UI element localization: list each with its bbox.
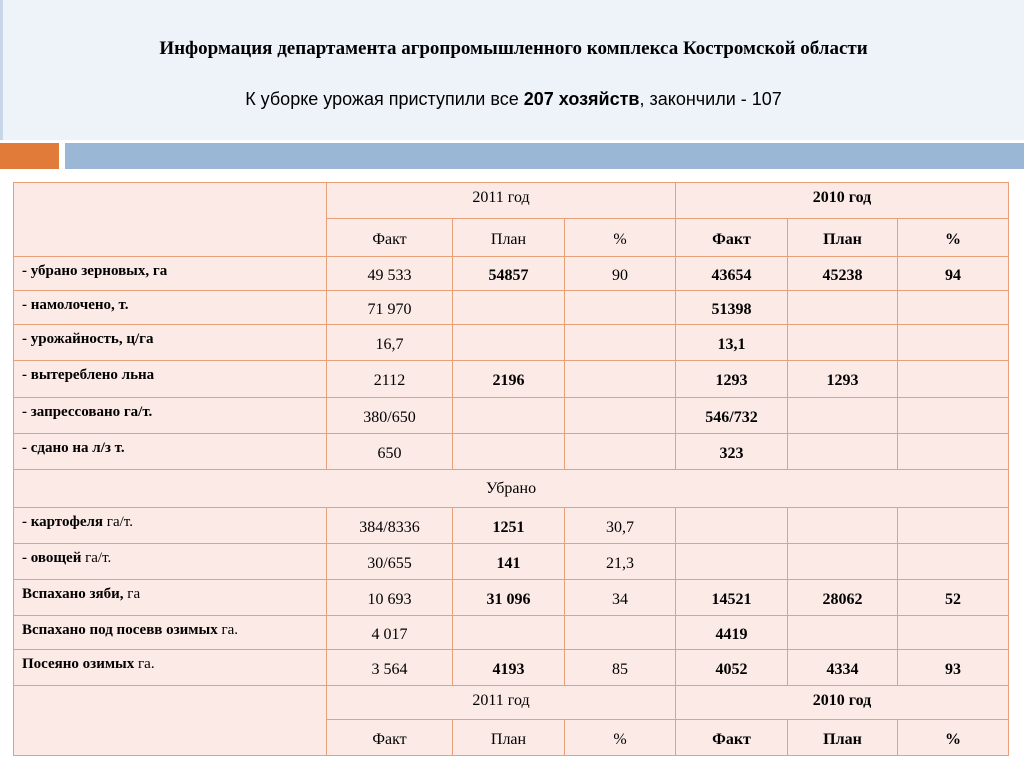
col-fact-2010-footer: Факт xyxy=(676,720,788,756)
pct-2010 xyxy=(898,291,1009,325)
fact-2011: 384/8336 xyxy=(327,508,453,544)
table-row xyxy=(14,257,1009,291)
col-fact-2011: Факт xyxy=(327,219,453,257)
col-plan-2011: План xyxy=(453,219,565,257)
plan-2010: 45238 xyxy=(788,257,898,291)
plan-2011: 141 xyxy=(453,544,565,580)
row-label-unit: га/т. xyxy=(81,550,112,566)
subtitle-prefix: К уборке урожая приступили все xyxy=(245,89,524,109)
plan-2011 xyxy=(453,291,565,325)
col-pct-2011: % xyxy=(565,219,676,257)
row-label: - сдано на л/з т. xyxy=(14,434,327,470)
plan-2011: 54857 xyxy=(453,257,565,291)
pct-2010 xyxy=(898,325,1009,361)
pct-2010: 93 xyxy=(898,650,1009,686)
section-harvested: Убрано xyxy=(14,470,1009,508)
table-row xyxy=(14,325,1009,361)
page-subtitle xyxy=(3,89,1024,110)
year-2010-footer: 2010 год xyxy=(676,686,1009,720)
table-row xyxy=(14,361,1009,398)
pct-2011 xyxy=(565,361,676,398)
fact-2011: 4 017 xyxy=(327,616,453,650)
table-row xyxy=(14,398,1009,434)
row-label-unit: га. xyxy=(134,656,155,672)
table-row xyxy=(14,580,1009,616)
row-label xyxy=(14,580,327,616)
row-label-unit: га xyxy=(123,586,141,602)
row-label-main: Вспахано под посевв озимых xyxy=(22,622,218,638)
plan-2011: 2196 xyxy=(453,361,565,398)
pct-2011 xyxy=(565,325,676,361)
col-plan-2011-footer: План xyxy=(453,720,565,756)
pct-2010: 94 xyxy=(898,257,1009,291)
fact-2010: 1293 xyxy=(676,361,788,398)
table-row xyxy=(14,650,1009,686)
pct-2011: 90 xyxy=(565,257,676,291)
pct-2011: 21,3 xyxy=(565,544,676,580)
pct-2011: 85 xyxy=(565,650,676,686)
year-2010-header: 2010 год xyxy=(676,183,1009,219)
plan-2010 xyxy=(788,398,898,434)
fact-2010: 51398 xyxy=(676,291,788,325)
row-label xyxy=(14,508,327,544)
row-label-main: - картофеля xyxy=(22,514,104,530)
plan-2010 xyxy=(788,291,898,325)
fact-2011: 10 693 xyxy=(327,580,453,616)
table-row xyxy=(14,434,1009,470)
plan-2011: 1251 xyxy=(453,508,565,544)
table-row xyxy=(14,508,1009,544)
row-label-main: Вспахано зяби, xyxy=(22,586,124,602)
fact-2011: 16,7 xyxy=(327,325,453,361)
fact-2011: 3 564 xyxy=(327,650,453,686)
pct-2010 xyxy=(898,544,1009,580)
row-label xyxy=(14,544,327,580)
year-2011-footer: 2011 год xyxy=(327,686,676,720)
pct-2010 xyxy=(898,508,1009,544)
fact-2011: 71 970 xyxy=(327,291,453,325)
fact-2010: 14521 xyxy=(676,580,788,616)
fact-2010: 546/732 xyxy=(676,398,788,434)
col-fact-2010: Факт xyxy=(676,219,788,257)
pct-2011 xyxy=(565,616,676,650)
fact-2011: 49 533 xyxy=(327,257,453,291)
plan-2010: 4334 xyxy=(788,650,898,686)
table-row xyxy=(14,544,1009,580)
row-label: - запрессовано га/т. xyxy=(14,398,327,434)
pct-2011: 30,7 xyxy=(565,508,676,544)
header-corner xyxy=(14,183,327,257)
plan-2010 xyxy=(788,544,898,580)
pct-2011 xyxy=(565,398,676,434)
fact-2011: 30/655 xyxy=(327,544,453,580)
fact-2010 xyxy=(676,544,788,580)
footer-corner xyxy=(14,686,327,756)
row-label xyxy=(14,616,327,650)
fact-2010: 4052 xyxy=(676,650,788,686)
plan-2011: 31 096 xyxy=(453,580,565,616)
plan-2010: 28062 xyxy=(788,580,898,616)
pct-2010: 52 xyxy=(898,580,1009,616)
col-plan-2010-footer: План xyxy=(788,720,898,756)
fact-2010 xyxy=(676,508,788,544)
pct-2011 xyxy=(565,291,676,325)
plan-2011 xyxy=(453,398,565,434)
plan-2010: 1293 xyxy=(788,361,898,398)
fact-2010: 43654 xyxy=(676,257,788,291)
year-2011-header: 2011 год xyxy=(327,183,676,219)
table-row xyxy=(14,616,1009,650)
fact-2010: 323 xyxy=(676,434,788,470)
row-label-unit: га. xyxy=(217,622,239,638)
fact-2011: 2112 xyxy=(327,361,453,398)
col-fact-2011-footer: Факт xyxy=(327,720,453,756)
fact-2010: 4419 xyxy=(676,616,788,650)
page-title: Информация департамента агропромышленного комплекса Костромской области xyxy=(159,38,868,59)
subtitle-farms-count: 207 хозяйств xyxy=(523,89,640,109)
col-plan-2010: План xyxy=(788,219,898,257)
subtitle-suffix: , закончили - 107 xyxy=(639,89,782,109)
col-pct-2010: % xyxy=(898,219,1009,257)
plan-2010 xyxy=(788,434,898,470)
table-row xyxy=(14,291,1009,325)
harvest-table-container xyxy=(13,182,1009,756)
row-label: - вытереблено льна xyxy=(14,361,327,398)
plan-2010 xyxy=(788,616,898,650)
row-label xyxy=(14,650,327,686)
col-pct-2010-footer: % xyxy=(898,720,1009,756)
pct-2011: 34 xyxy=(565,580,676,616)
row-label-unit: га/т. xyxy=(103,514,133,530)
plan-2010 xyxy=(788,325,898,361)
col-pct-2011-footer: % xyxy=(565,720,676,756)
pct-2010 xyxy=(898,616,1009,650)
plan-2011 xyxy=(453,325,565,361)
slide-header xyxy=(0,0,1024,140)
row-label: - урожайность, ц/га xyxy=(14,325,327,361)
harvest-table xyxy=(13,182,1009,756)
pct-2010 xyxy=(898,361,1009,398)
accent-bar-orange xyxy=(0,143,59,169)
fact-2010: 13,1 xyxy=(676,325,788,361)
row-label-main: - овощей xyxy=(22,550,82,566)
pct-2010 xyxy=(898,434,1009,470)
accent-bar-blue xyxy=(65,143,1024,169)
plan-2011 xyxy=(453,434,565,470)
fact-2011: 380/650 xyxy=(327,398,453,434)
plan-2011 xyxy=(453,616,565,650)
row-label: - убрано зерновых, га xyxy=(14,257,327,291)
row-label: - намолочено, т. xyxy=(14,291,327,325)
pct-2011 xyxy=(565,434,676,470)
plan-2011: 4193 xyxy=(453,650,565,686)
fact-2011: 650 xyxy=(327,434,453,470)
plan-2010 xyxy=(788,508,898,544)
row-label-main: Посеяно озимых xyxy=(22,656,135,672)
pct-2010 xyxy=(898,398,1009,434)
